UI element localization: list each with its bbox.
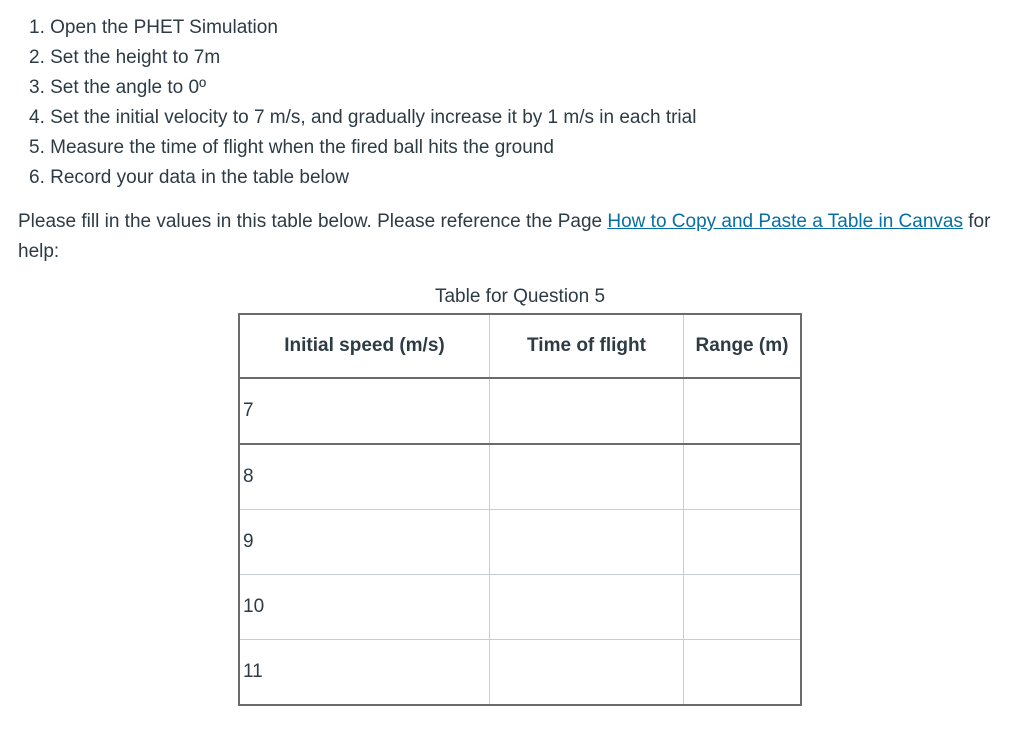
instruction-list: [29, 13, 696, 193]
cell-speed[interactable]: 11: [239, 640, 490, 706]
step-5: 5. Measure the time of flight when the fired ball hits the ground: [29, 137, 554, 158]
table-row: [239, 444, 801, 510]
header-time-of-flight: Time of flight: [490, 314, 684, 378]
table-row: [239, 575, 801, 640]
cell-speed[interactable]: 10: [239, 575, 490, 640]
cell-time[interactable]: [490, 510, 684, 575]
step-3: 3. Set the angle to 0º: [29, 77, 207, 98]
cell-speed[interactable]: 7: [239, 378, 490, 444]
header-initial-speed: Initial speed (m/s): [239, 314, 490, 378]
header-range: Range (m): [684, 314, 802, 378]
cell-range[interactable]: [684, 640, 802, 706]
intro-text-end: for help:: [18, 211, 991, 262]
step-4: 4. Set the initial velocity to 7 m/s, and gradually increase it by 1 m/s in each trial: [29, 107, 697, 128]
copy-table-help-link[interactable]: How to Copy and Paste a Table in Canvas: [607, 211, 963, 232]
intro-paragraph: [18, 207, 1018, 267]
step-6: 6. Record your data in the table below: [29, 167, 350, 188]
step-1: 1. Open the PHET Simulation: [29, 17, 278, 38]
table-row: [239, 640, 801, 706]
cell-time[interactable]: [490, 640, 684, 706]
cell-range[interactable]: [684, 510, 802, 575]
cell-time[interactable]: [490, 378, 684, 444]
cell-range[interactable]: [684, 444, 802, 510]
table-row: [239, 378, 801, 444]
step-2: 2. Set the height to 7m: [29, 47, 221, 68]
cell-range[interactable]: [684, 575, 802, 640]
intro-text: Please fill in the values in this table below. Please reference the Page: [18, 211, 608, 232]
cell-range[interactable]: [684, 378, 802, 444]
table-row: [239, 510, 801, 575]
cell-speed[interactable]: 8: [239, 444, 490, 510]
table-caption: Table for Question 5: [434, 286, 606, 307]
data-table: [238, 313, 802, 706]
cell-time[interactable]: [490, 444, 684, 510]
cell-speed[interactable]: 9: [239, 510, 490, 575]
cell-time[interactable]: [490, 575, 684, 640]
table-header-row: [239, 314, 801, 378]
